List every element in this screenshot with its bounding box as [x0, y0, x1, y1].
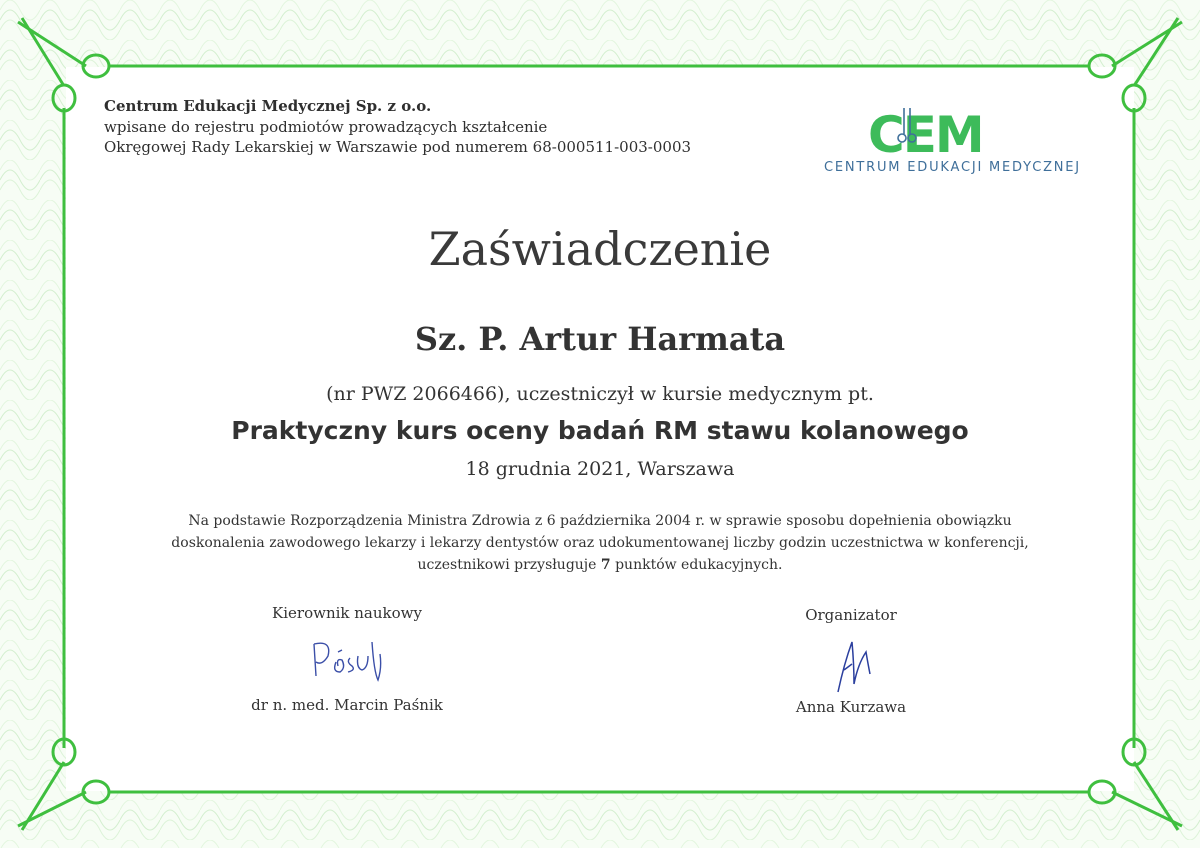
issuer-registry-number-line: Okręgowej Rady Lekarskiej w Warszawie pod numerem 68-000511-003-0003	[104, 138, 692, 156]
issuer-registry-line: wpisane do rejestru podmiotów prowadzących kształcenie	[104, 117, 548, 136]
logo-letters: CEM	[868, 106, 983, 164]
scissors-corner-icon	[1089, 18, 1182, 111]
regulation-text	[150, 510, 1050, 576]
recipient-name: Sz. P. Artur Harmata	[414, 320, 786, 358]
regulation-text-fragment: punktów edukacyjnych.	[610, 557, 783, 573]
scissors-corner-icon	[18, 18, 109, 111]
handwritten-signature	[796, 634, 906, 696]
scissors-corner-icon	[18, 739, 109, 830]
scissors-corner-icon	[1089, 739, 1182, 830]
participation-line: (nr PWZ 2066466), uczestniczył w kursie medycznym pt.	[326, 383, 874, 405]
issuer-name: Centrum Edukacji Medycznej Sp. z o.o.	[104, 97, 432, 115]
certificate-title: Zaświadczenie	[428, 222, 772, 276]
signature-block-scientific-director	[222, 604, 472, 714]
signature-role: Organizator	[805, 606, 897, 624]
course-date-place: 18 grudnia 2021, Warszawa	[465, 458, 735, 480]
regulation-text-fragment: uczestnikowi przysługuje	[417, 557, 601, 573]
education-points: 7	[600, 557, 611, 573]
issuer-info	[104, 96, 691, 158]
regulation-line	[150, 554, 1050, 576]
signature-block-organizer	[726, 606, 976, 716]
signature-role: Kierownik naukowy	[272, 604, 422, 622]
handwritten-signature	[292, 632, 402, 694]
logo-caption: CENTRUM EDUKACJI MEDYCZNEJ	[824, 160, 1081, 175]
regulation-line: Na podstawie Rozporządzenia Ministra Zdrowia z 6 października 2004 r. w sprawie sposobu dopełnienia obowiązku	[188, 513, 1012, 529]
course-title: Praktyczny kurs oceny badań RM stawu kolanowego	[231, 416, 969, 445]
signatory-name: Anna Kurzawa	[795, 698, 907, 716]
signatory-name: dr n. med. Marcin Paśnik	[251, 696, 443, 714]
regulation-line: doskonalenia zawodowego lekarzy i lekarzy dentystów oraz udokumentowanej liczby godzin uczestnictwa w konferencji,	[171, 535, 1029, 551]
